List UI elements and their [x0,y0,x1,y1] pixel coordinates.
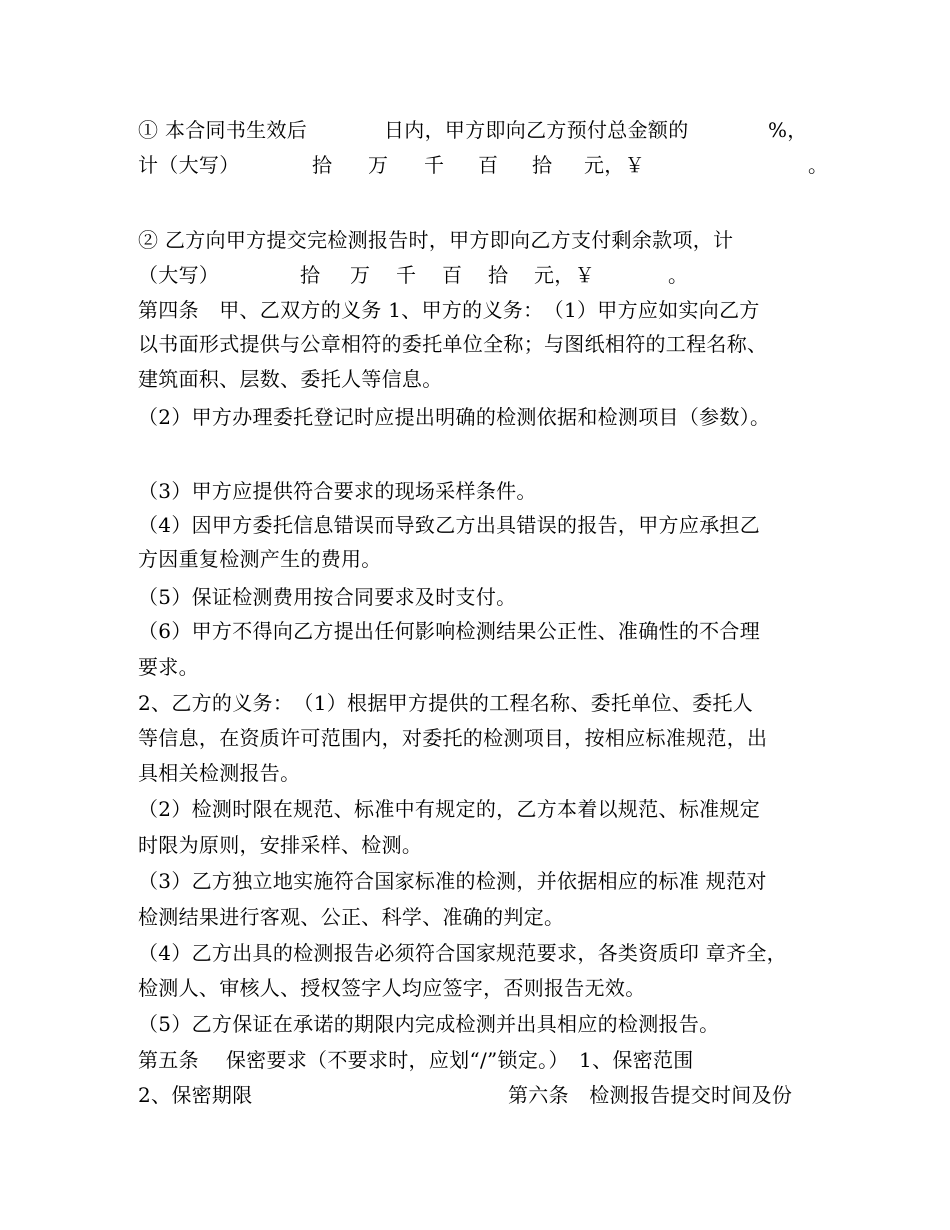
paragraph-line: （4）因甲方委托信息错误而导致乙方出具错误的报告，甲方应承担乙 [138,513,761,537]
article-five-heading: 第五条 保密要求（不要求时，应划“/”锁定。） 1、保密范围 [138,1048,694,1072]
text-segment: 百 [478,153,499,177]
text-segment: ① 本合同书生效后 [138,118,308,142]
text-segment: 万 [350,263,371,287]
paragraph-line: （2）检测时限在规范、标准中有规定的，乙方本着以规范、标准规定 [138,797,761,821]
paragraph-line: （5）保证检测费用按合同要求及时支付。 [138,585,517,609]
paragraph-line: 具相关检测报告。 [138,761,301,785]
article-four-heading: 第四条 甲、乙双方的义务 1、甲方的义务： （1）甲方应如实向乙方 [138,298,760,322]
paragraph-line: 时限为原则，安排采样、检测。 [138,833,423,857]
text-segment: 。 [668,263,689,287]
text-segment: 拾 [300,263,321,287]
paragraph-line: （6）甲方不得向乙方提出任何影响检测结果公正性、准确性的不合理 [138,619,761,643]
text-segment: 百 [442,263,463,287]
paragraph-line: （3）甲方应提供符合要求的现场采样条件。 [138,479,537,503]
text-segment: 万 [368,153,389,177]
amount-line-1 [138,148,829,182]
paragraph-line: （4）乙方出具的检测报告必须符合国家规范要求，各类资质印 章齐全， [138,941,787,965]
amount-line-2 [138,258,689,292]
paragraph-line: 以书面形式提供与公章相符的委托单位全称；与图纸相符的工程名称、 [138,332,768,356]
article-six-heading: 第六条 检测报告提交时间及份 [508,1083,793,1107]
text-segment: 元，￥ [584,153,645,177]
paragraph-line: 要求。 [138,655,199,679]
paragraph-line: （2）甲方办理委托登记时应提出明确的检测依据和检测项目（参数）。 [138,405,771,429]
paragraph-line: 2、乙方的义务： （1）根据甲方提供的工程名称、委托单位、委托人 [138,691,754,715]
text-segment: 日内，甲方即向乙方预付总金额的 [384,118,689,142]
text-segment: 千 [424,153,445,177]
confidentiality-period-line [138,1078,793,1112]
paragraph-line: 检测结果进行客观、公正、科学、准确的判定。 [138,905,565,929]
clause-balance-payment [138,223,734,257]
text-segment: 计（大写） [138,153,240,177]
paragraph-line: 等信息，在资质许可范围内，对委托的检测项目，按相应标准规范，出 [138,726,768,750]
text-segment: 拾 [488,263,509,287]
text-segment: 2、保密期限 [138,1083,253,1107]
text-segment: 拾 [312,153,333,177]
paragraph-line: （5）乙方保证在承诺的期限内完成检测并出具相应的检测报告。 [138,1012,720,1036]
text-segment: 拾 [532,153,553,177]
text-segment: 千 [396,263,417,287]
paragraph-line: 检测人、审核人、授权签字人均应签字，否则报告无效。 [138,976,646,1000]
clause-advance-payment [138,113,808,147]
text-segment: %， [768,118,808,142]
paragraph-line: 方因重复检测产生的费用。 [138,547,382,571]
text-segment: 元，￥ [534,263,595,287]
text-segment: （大写） [138,263,220,287]
paragraph-line: 建筑面积、层数、委托人等信息。 [138,367,443,391]
text-segment: ② 乙方向甲方提交完检测报告时，甲方即向乙方支付剩余款项，计 [138,228,734,252]
text-segment: 。 [808,153,829,177]
paragraph-line: （3）乙方独立地实施符合国家标准的检测，并依据相应的标准 规范对 [138,869,767,893]
